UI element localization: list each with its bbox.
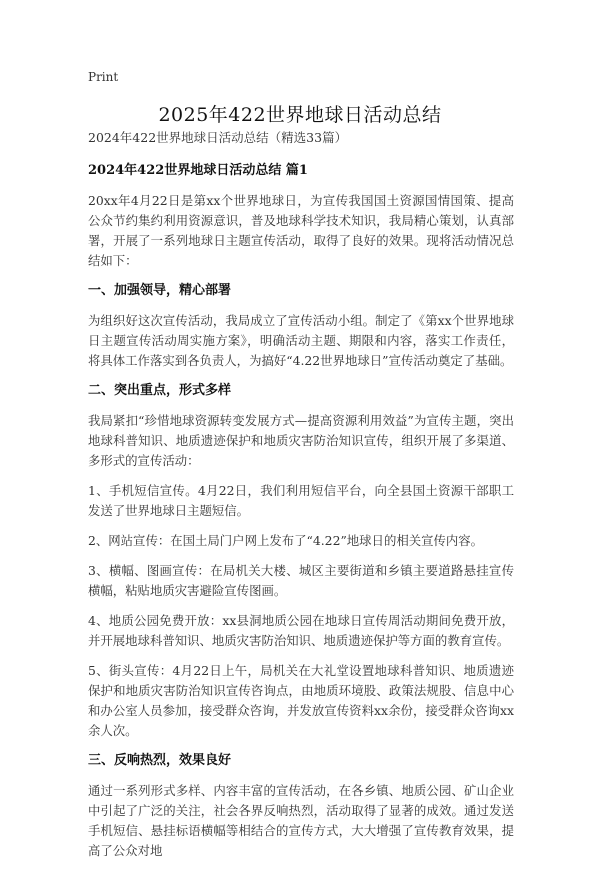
section-heading: 二、突出重点，形式多样 (88, 383, 232, 398)
paragraph: 我局紧扣“珍惜地球资源转变发展方式—提高资源利用效益”为宣传主题，突出地球科普知识、地质遗迹保护和地质灾害防治知识宣传，组织开展了多渠道、多形式的宣传活动： (88, 413, 514, 468)
print-link[interactable]: Print (88, 70, 119, 84)
section-heading: 一、加强领导，精心部署 (88, 283, 232, 298)
paragraph: 2、网站宣传：在国土局门户网上发布了“4.22”地球日的相关宣传内容。 (88, 533, 484, 548)
paragraph: 3、横幅、图画宣传：在局机关大楼、城区主要街道和乡镇主要道路悬挂宣传横幅，粘贴地质灾害避险宣传图画。 (88, 563, 514, 598)
section-heading: 三、反响热烈，效果良好 (88, 753, 232, 768)
document-body (88, 128, 514, 871)
document-title: 2025年422世界地球日活动总结 (158, 104, 442, 126)
article-blocks (88, 191, 514, 861)
section-title: 2024年422世界地球日活动总结 篇1 (88, 163, 308, 178)
document-subtitle: 2024年422世界地球日活动总结（精选33篇） (88, 130, 348, 145)
paragraph: 4、地质公园免费开放：xx县洞地质公园在地球日宣传周活动期间免费开放，并开展地球科普知识、地质灾害防治知识、地质遗迹保护等方面的教育宣传。 (88, 613, 514, 648)
paragraph: 20xx年4月22日是第xx个世界地球日，为宣传我国国土资源国情国策、提高公众节约集约利用资源意识，普及地球科学技术知识，我局精心策划，认真部署，开展了一系列地球日主题宣传活动，取得了良好的效果。现将活动情况总结如下： (88, 193, 514, 268)
paragraph: 5、街头宣传：4月22日上午，局机关在大礼堂设置地球科普知识、地质遗迹保护和地质灾害防治知识宣传咨询点，由地质环境股、政策法规股、信息中心和办公室人员参加，接受群众咨询，并发放宣传资料xx余份，接受群众咨询xx余人次。 (88, 663, 514, 738)
paragraph: 为组织好这次宣传活动，我局成立了宣传活动小组。制定了《第xx个世界地球日主题宣传活动周实施方案》，明确活动主题、期限和内容，落实工作责任，将具体工作落实到各负责人，为搞好“4.22世界地球日”宣传活动奠定了基础。 (88, 313, 514, 368)
paragraph: 1、手机短信宣传。4月22日，我们利用短信平台，向全县国土资源干部职工发送了世界地球日主题短信。 (88, 483, 514, 518)
paragraph: 通过一系列形式多样、内容丰富的宣传活动，在各乡镇、地质公园、矿山企业中引起了广泛的关注，社会各界反响热烈，活动取得了显著的成效。通过发送手机短信、悬挂标语横幅等相结合的宣传方式，大大增强了宣传教育效果，提高了公众对地 (88, 783, 514, 858)
